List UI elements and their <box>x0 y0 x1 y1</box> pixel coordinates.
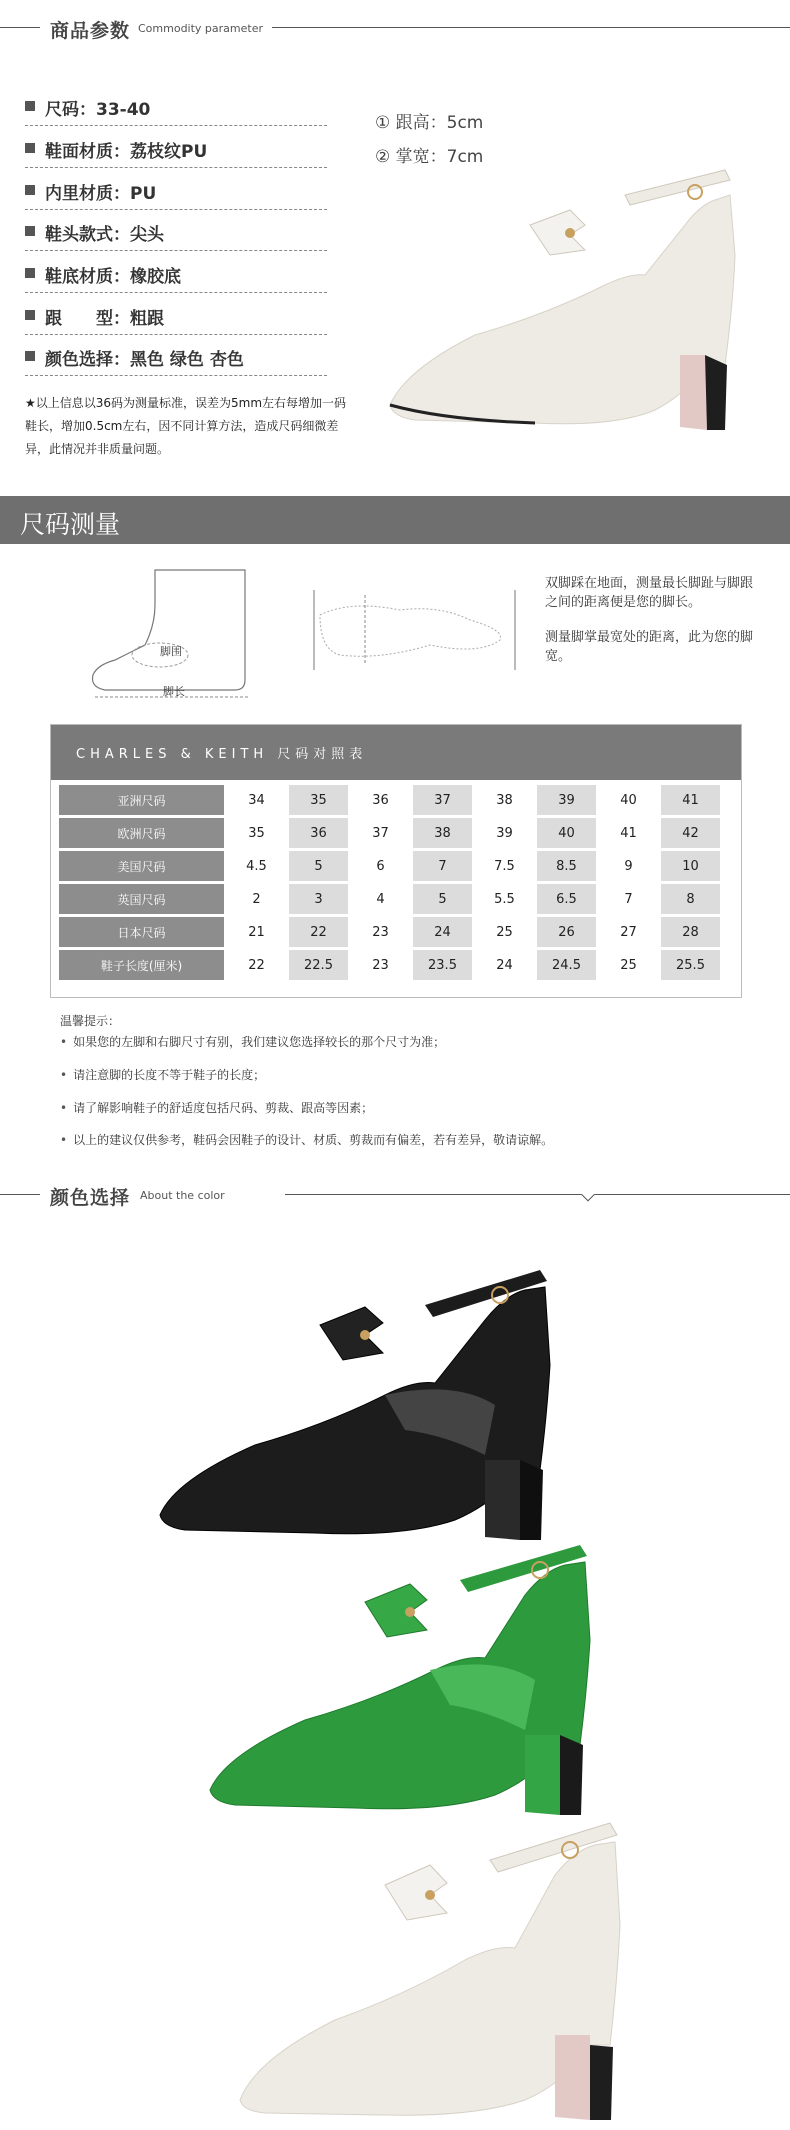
sole-width-spec: ② 掌宽：7cm <box>375 147 484 167</box>
size-row-label: 欧洲尺码 <box>59 818 224 848</box>
param-label: 尺码：33-40 <box>45 100 151 120</box>
color-header <box>0 1175 790 1215</box>
size-row-label: 鞋子长度(厘米) <box>59 950 224 980</box>
size-note: ★以上信息以36码为测量标准，误差为5mm左右每增加一码鞋长，增加0.5cm左右，因不同计算方法，造成尺码细微差异，此情况并非质量问题。 <box>25 396 347 456</box>
measure-banner-title: 尺码测量 <box>20 510 121 539</box>
param-size <box>25 89 327 126</box>
size-cell: 6.5 <box>537 884 596 914</box>
tip-item: • 请了解影响鞋子的舒适度包括尺码、剪裁、跟高等因素； <box>60 1099 373 1116</box>
size-cell: 23 <box>372 957 389 973</box>
size-chart-title: CHARLES & KEITH 尺码对照表 <box>76 747 368 762</box>
size-cell: 26 <box>537 917 596 947</box>
size-cell: 2 <box>252 891 261 907</box>
bullet-square-icon <box>25 101 35 111</box>
size-cell: 8 <box>661 884 720 914</box>
size-cell: 35 <box>289 785 348 815</box>
size-cell: 4 <box>376 891 385 907</box>
size-cell: 9 <box>624 858 633 874</box>
tip-item: • 如果您的左脚和右脚尺寸有别，我们建议您选择较长的那个尺寸为准； <box>60 1033 445 1050</box>
size-cell: 37 <box>372 825 389 841</box>
size-table-row <box>59 950 720 980</box>
foot-top-diagram <box>310 585 520 675</box>
bullet-square-icon <box>25 226 35 236</box>
foot-side-diagram <box>85 565 275 705</box>
tips-title: 温馨提示： <box>60 1014 121 1028</box>
header-line-right <box>285 1194 790 1195</box>
heel-height-spec: ① 跟高：5cm <box>375 113 484 133</box>
shoe-image-black <box>155 1265 575 1545</box>
size-cell: 40 <box>537 818 596 848</box>
size-table-row <box>59 818 720 848</box>
foot-length-label: 脚长 <box>163 685 185 698</box>
size-cell: 25 <box>620 957 637 973</box>
size-cell: 24.5 <box>537 950 596 980</box>
bullet-square-icon <box>25 143 35 153</box>
size-cell: 7.5 <box>494 858 515 874</box>
size-cell: 4.5 <box>246 858 267 874</box>
size-chart <box>50 724 742 998</box>
param-colors <box>25 339 327 376</box>
foot-girth-label: 脚围 <box>160 645 182 658</box>
param-label: 颜色选择：黑色 绿色 杏色 <box>45 350 244 370</box>
size-table <box>56 782 723 983</box>
params-subtitle: Commodity parameter <box>138 22 264 35</box>
size-cell: 3 <box>289 884 348 914</box>
bullet-square-icon <box>25 268 35 278</box>
size-cell: 10 <box>661 851 720 881</box>
shoe-image-beige <box>235 1815 635 2125</box>
size-cell: 22 <box>248 957 265 973</box>
shoe-image-beige-top <box>385 165 745 435</box>
tip-item: • 以上的建议仅供参考，鞋码会因鞋子的设计、材质、剪裁而有偏差，若有差异，敬请谅解。 <box>60 1131 553 1148</box>
header-line-right <box>272 27 790 28</box>
size-chart-header <box>51 725 741 780</box>
size-cell: 36 <box>289 818 348 848</box>
size-cell: 5 <box>289 851 348 881</box>
bullet-square-icon <box>25 185 35 195</box>
size-cell: 38 <box>496 792 513 808</box>
size-table-row <box>59 917 720 947</box>
size-table-row <box>59 785 720 815</box>
size-cell: 38 <box>413 818 472 848</box>
color-title: 颜色选择 <box>50 1187 131 1209</box>
size-cell: 25 <box>496 924 513 940</box>
size-cell: 37 <box>413 785 472 815</box>
size-row-label: 英国尺码 <box>59 884 224 914</box>
size-table-row <box>59 884 720 914</box>
size-cell: 39 <box>537 785 596 815</box>
param-label: 内里材质：PU <box>45 184 157 204</box>
header-notch-icon <box>580 1194 596 1204</box>
param-label: 鞋面材质：荔枝纹PU <box>45 142 208 162</box>
size-cell: 22.5 <box>289 950 348 980</box>
param-label: 鞋底材质：橡胶底 <box>45 267 181 287</box>
size-cell: 39 <box>496 825 513 841</box>
size-row-label: 美国尺码 <box>59 851 224 881</box>
bullet-square-icon <box>25 351 35 361</box>
size-cell: 7 <box>413 851 472 881</box>
tip-item: • 请注意脚的长度不等于鞋子的长度； <box>60 1066 265 1083</box>
size-cell: 41 <box>661 785 720 815</box>
size-cell: 35 <box>248 825 265 841</box>
size-cell: 21 <box>248 924 265 940</box>
size-cell: 24 <box>496 957 513 973</box>
size-cell: 5.5 <box>494 891 515 907</box>
size-table-row <box>59 851 720 881</box>
size-cell: 8.5 <box>537 851 596 881</box>
param-heel-type <box>25 298 327 335</box>
size-cell: 6 <box>376 858 385 874</box>
params-header <box>0 8 790 48</box>
shoe-image-green <box>205 1540 605 1820</box>
size-row-label: 亚洲尺码 <box>59 785 224 815</box>
header-line-left <box>0 1194 40 1195</box>
size-cell: 34 <box>248 792 265 808</box>
size-cell: 7 <box>624 891 633 907</box>
header-line-left <box>0 27 40 28</box>
size-cell: 5 <box>413 884 472 914</box>
param-sole-material <box>25 256 327 293</box>
size-cell: 25.5 <box>661 950 720 980</box>
bullet-square-icon <box>25 310 35 320</box>
size-cell: 27 <box>620 924 637 940</box>
size-cell: 22 <box>289 917 348 947</box>
size-cell: 23 <box>372 924 389 940</box>
color-subtitle: About the color <box>140 1189 225 1202</box>
param-lining-material <box>25 173 327 210</box>
size-cell: 41 <box>620 825 637 841</box>
size-cell: 28 <box>661 917 720 947</box>
size-cell: 24 <box>413 917 472 947</box>
measure-text-width: 测量脚掌最宽处的距离，此为您的脚宽。 <box>545 630 754 664</box>
size-cell: 40 <box>620 792 637 808</box>
params-title: 商品参数 <box>50 20 131 42</box>
size-row-label: 日本尺码 <box>59 917 224 947</box>
size-cell: 23.5 <box>413 950 472 980</box>
param-upper-material <box>25 131 327 168</box>
measure-text-length: 双脚踩在地面，测量最长脚趾与脚跟之间的距离便是您的脚长。 <box>545 576 754 610</box>
param-toe-style <box>25 214 327 251</box>
size-cell: 42 <box>661 818 720 848</box>
param-label: 跟 型：粗跟 <box>45 309 164 329</box>
param-label: 鞋头款式：尖头 <box>45 225 164 245</box>
size-cell: 36 <box>372 792 389 808</box>
measure-banner <box>0 496 790 544</box>
